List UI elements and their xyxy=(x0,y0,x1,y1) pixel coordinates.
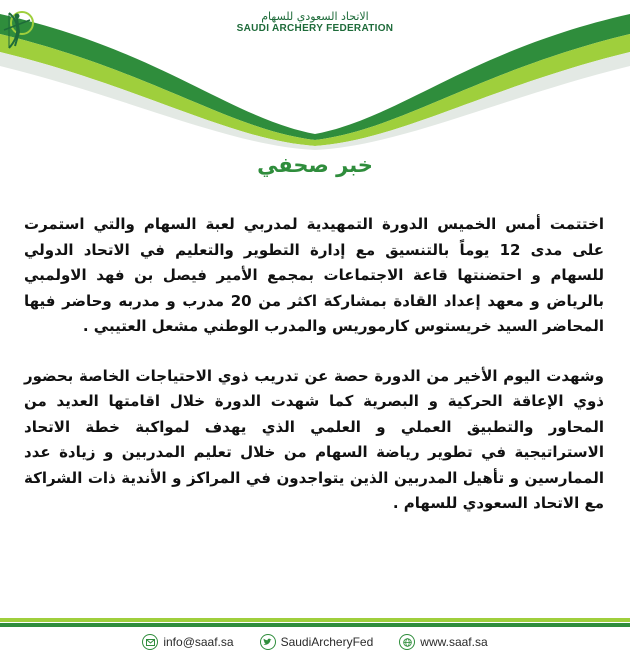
contact-twitter[interactable] xyxy=(260,634,374,650)
org-name-arabic: الاتحاد السعودي للسهام xyxy=(261,10,369,23)
contact-email[interactable] xyxy=(142,634,233,650)
email-text[interactable]: info@saaf.sa xyxy=(163,635,234,649)
twitter-icon xyxy=(260,634,276,650)
article-body xyxy=(24,212,604,541)
email-icon xyxy=(142,634,158,650)
article-title: خبر صحفي xyxy=(257,153,373,177)
article-paragraph: اختتمت أمس الخميس الدورة التمهيدية لمدربي لعبة السهام والتي استمرت على مدى 12 يوماً بالتنسيق مع إدارة التطوير والتعليم في الاتحاد الدولي للسهام و احتضنتها قاعة الاجتماعات بمجمع الأمير فيصل بن فهد الاولمبي بالرياض و معهد إعداد القادة بمشاركة اكثر من 20 مدرب و مدربه وحاضر فيها المحاضر السيد خريستوس كارموريس والمدرب الوطني مشعل العتيبي . xyxy=(24,215,605,335)
article-paragraph: وشهدت اليوم الأخير من الدورة حصة عن تدريب ذوي الاحتياجات الخاصة بحضور ذوي الإعاقة الحركية و البصرية كما شهدت الدورة خلال اقامتها العديد من المحاور والتطبيق العملي و العلمي الذي يهدف لمواكبة خطة الاتحاد الاستراتيجية في تطوير رياضة السهام من خلال تعليم المدربين و زيادة عدد الممارسين و تأهيل المدربين الذين يتواجدون في المراكز و الأندية ذات الشراكة مع الاتحاد السعودي للسهام . xyxy=(24,366,604,512)
contact-website[interactable] xyxy=(399,634,487,650)
logo-block xyxy=(0,8,630,34)
archer-logo-icon xyxy=(0,8,40,54)
footer xyxy=(0,618,630,668)
website-link[interactable]: www.saaf.sa xyxy=(420,635,488,649)
contact-list xyxy=(0,634,630,650)
footer-divider xyxy=(0,618,630,627)
globe-icon xyxy=(399,634,415,650)
twitter-handle[interactable]: SaudiArcheryFed xyxy=(280,635,374,649)
header-banner xyxy=(0,0,630,150)
org-name-english: SAUDI ARCHERY FEDERATION xyxy=(236,23,394,34)
